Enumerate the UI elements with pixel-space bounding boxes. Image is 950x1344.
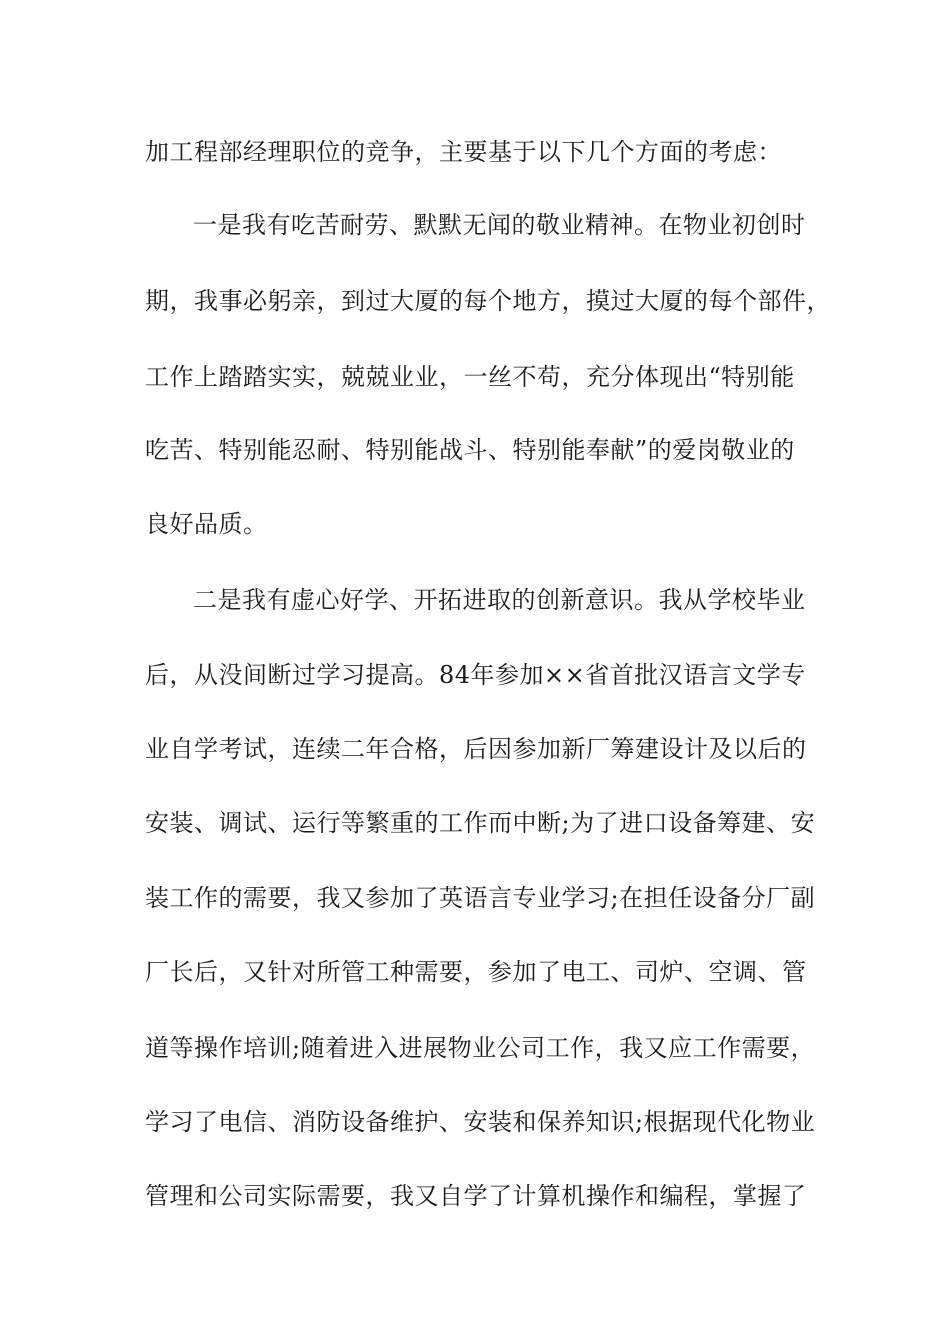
paragraph-2-start: 二是我有虚心好学、开拓进取的创新意识。我从学校毕业 [193,586,806,614]
text-line: 后，从没间断过学习提高。84年参加××省首批汉语言文学专 [145,661,806,689]
text-line: 管理和公司实际需要，我又自学了计算机操作和编程，掌握了 [145,1182,807,1210]
text-line: 加工程部经理职位的竞争，主要基于以下几个方面的考虑： [145,138,782,166]
text-line: 厂长后，又针对所管工种需要，参加了电工、司炉、空调、管 [145,958,807,986]
text-line: 期，我事必躬亲，到过大厦的每个地方，摸过大厦的每个部件， [145,287,831,315]
text-line: 业自学考试，连续二年合格，后因参加新厂筹建设计及以后的 [145,735,807,763]
text-line: 学习了电信、消防设备维护、安装和保养知识;根据现代化物业 [145,1108,816,1136]
text-line: 道等操作培训;随着进入进展物业公司工作，我又应工作需要， [145,1034,816,1062]
text-line: 装工作的需要，我又参加了英语言专业学习;在担任设备分厂副 [145,884,816,912]
text-line: 安装、调试、运行等繁重的工作而中断;为了进口设备筹建、安 [145,809,816,837]
text-line: 工作上踏踏实实，兢兢业业，一丝不苟，充分体现出“特别能 [145,363,795,391]
paragraph-1-start: 一是我有吃苦耐劳、默默无闻的敬业精神。在物业初创时 [193,211,806,239]
text-line: 吃苦、特别能忍耐、特别能战斗、特别能奉献”的爱岗敬业的 [145,436,795,464]
text-line: 良好品质。 [145,510,268,538]
